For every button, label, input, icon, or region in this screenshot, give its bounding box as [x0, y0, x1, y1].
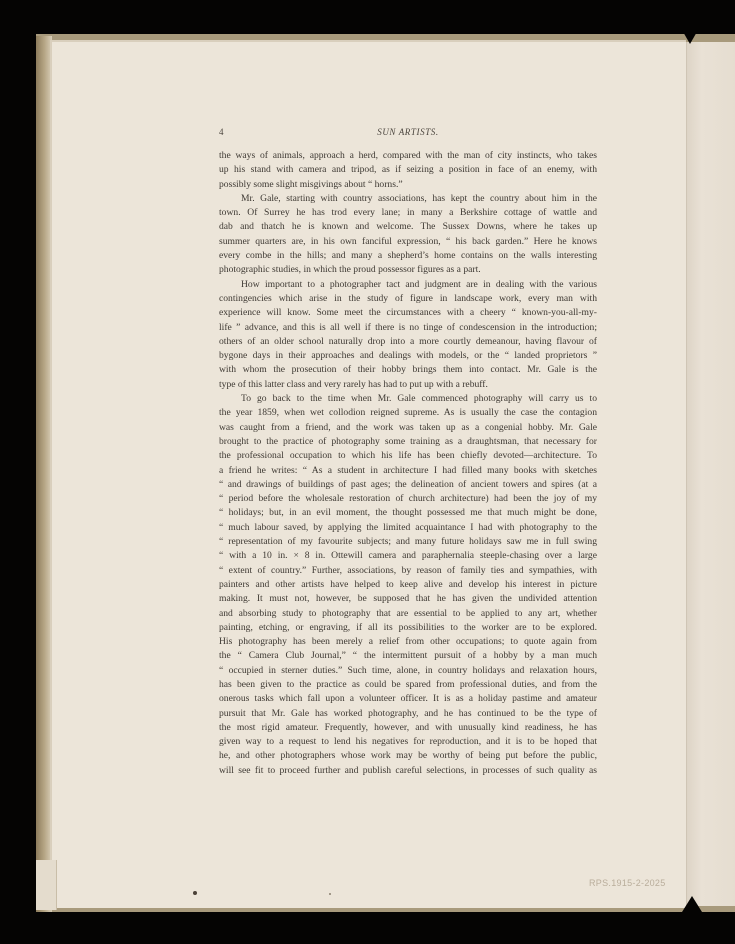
text-line: brought to the practice of photography some training as a draughtsman, that necessary for	[219, 435, 597, 447]
text-line: he, and other photographers whose work may be worthy of being put before the public,	[219, 750, 597, 762]
page-fold	[36, 860, 57, 910]
ink-spot	[193, 891, 197, 895]
text-line: the most rigid amateur. Frequently, however, and with unusually kind readiness, he has	[219, 721, 597, 733]
text-line: was caught from a friend, and the work was taken up as a congenial hobby. Mr. Gale	[219, 421, 597, 433]
text-line: “ much labour saved, by applying the limited acquaintance I had with photography to the	[219, 521, 597, 533]
text-line: bygone days in their approaches and dealings with models, or the “ landed proprietors ”	[219, 350, 597, 362]
text-line: type of this latter class and very rarely has had to put up with a rebuff.	[219, 378, 488, 390]
text-line: the ways of animals, approach a herd, compared with the man of city instincts, who takes	[219, 150, 597, 161]
text-line: summer quarters are, in his own fanciful expression, “ his back garden.” Here he knows	[219, 235, 597, 247]
running-head	[219, 127, 597, 143]
text-line: “ occupied in sterner duties.” Such time, alone, in country holidays and relaxation hours,	[219, 664, 597, 676]
text-line: His photography has been merely a relief from other occupations; to quote again from	[219, 636, 597, 648]
text-line: a friend he writes: “ As a student in architecture I had filled many books with sketches	[219, 464, 597, 476]
text-line: given way to a request to lend his negatives for reproduction, and it is to be hoped that	[219, 736, 597, 748]
text-line: town. Of Surrey he has trod every lane; in many a Berkshire cottage of wattle and	[219, 207, 597, 219]
text-line: onerous tasks which fall upon a volunteer officer. It is as a holiday pastime and amateur	[219, 693, 597, 705]
text-line: the year 1859, when wet collodion reigned supreme. As is usually the case the contagion	[219, 407, 597, 419]
body-text	[219, 149, 597, 778]
text-line: pursuit that Mr. Gale has worked photography, and he has continued to be the type of	[219, 707, 597, 719]
text-line: making. It must not, however, be supposed that he has given the undivided attention	[219, 593, 597, 605]
text-line: “ extent of country.” Further, associations, by reason of family ties and sympathies, with	[219, 564, 597, 576]
text-line: painting, etching, or engraving, if all its possibilities to the worker are to be explored.	[219, 621, 597, 633]
pencil-accession-number: RPS.1915-2-2025	[589, 878, 666, 888]
running-title: SUN ARTISTS.	[377, 127, 439, 137]
text-line: To go back to the time when Mr. Gale commenced photography will carry us to	[241, 393, 597, 405]
text-line: How important to a photographer tact and judgment are in dealing with the various	[241, 278, 597, 290]
text-line: up his stand with camera and tripod, as if seizing a position in face of an enemy, with	[219, 164, 597, 176]
page-number: 4	[219, 127, 224, 137]
text-line: has been given to the practice as could be spared from professional duties, and from the	[219, 678, 597, 690]
text-line: the professional occupation to which his life has been chiefly devoted—architecture. To	[219, 450, 597, 462]
text-line: contingencies which arise in the study of figure in landscape work, every man with	[219, 292, 597, 304]
text-line: “ representation of my favourite subjects; and many future holidays saw me in full swing	[219, 536, 597, 548]
text-line: possibly some slight misgivings about “ horns.”	[219, 178, 403, 190]
gutter-shadow-bottom	[682, 896, 702, 912]
text-line: life ” advance, and this is all well if there is no tinge of condescension in the introduction;	[219, 321, 597, 333]
text-line: painters and other artists have helped to keep alive and develop his interest in picture	[219, 578, 597, 590]
text-line: will see fit to proceed further and publish careful selections, in processes of such quality as	[219, 764, 597, 776]
text-line: experience will know. Some meet the circumstances with a cheery “ known-you-all-my-	[219, 307, 597, 319]
ink-spot	[329, 893, 331, 895]
text-line: every combe in the hills; and many a shepherd’s home contains on the walls interesting	[219, 250, 597, 262]
text-line: “ holidays; but, in an evil moment, the thought possessed me that much might be done,	[219, 507, 597, 519]
text-line: “ and drawings of buildings of past ages; the delineation of ancient towers and spires (at a	[219, 478, 597, 490]
text-line: Mr. Gale, starting with country associations, has kept the country about him in the	[241, 192, 597, 204]
text-line: photographic studies, in which the proud possessor figures as a part.	[219, 264, 481, 276]
text-line: dab and thatch he is known and welcome. The Sussex Downs, where he takes up	[219, 221, 597, 233]
text-line: and absorbing study to photography that are essential to be applied to any art, whether	[219, 607, 597, 619]
text-line: the “ Camera Club Journal,” “ the intermittent pursuit of a hobby by a man much	[219, 650, 597, 662]
text-line: with whom the prosecution of their hobby brings them into contact. Mr. Gale is the	[219, 364, 597, 376]
facing-page-edge	[686, 42, 735, 906]
text-line: others of an older school naturally drop into a more courtly demeanour, having flavour of	[219, 335, 597, 347]
text-line: “ with a 10 in. × 8 in. Ottewill camera and paraphernalia steeple-chasing over a large	[219, 550, 597, 562]
text-line: “ period before the wholesale restoration of church architecture) had been the joy of my	[219, 493, 597, 505]
